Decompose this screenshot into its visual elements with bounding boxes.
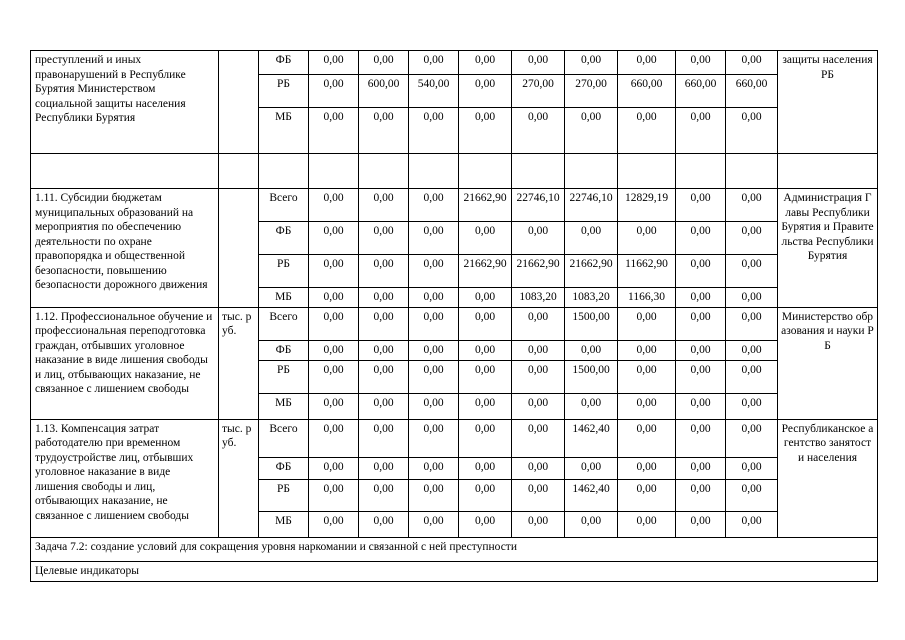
- amount-cell: 21662,90: [512, 255, 565, 288]
- amount-cell: 0,00: [309, 288, 359, 308]
- amount-cell: 0,00: [676, 340, 726, 360]
- empty-cell: [409, 154, 459, 189]
- amount-cell: 0,00: [459, 479, 512, 511]
- amount-cell: 0,00: [459, 108, 512, 154]
- amount-cell: 0,00: [409, 51, 459, 75]
- amount-cell: 0,00: [409, 511, 459, 537]
- amount-cell: 0,00: [309, 108, 359, 154]
- amount-cell: 0,00: [459, 457, 512, 479]
- empty-cell: [778, 154, 878, 189]
- empty-cell: [259, 154, 309, 189]
- amount-cell: 660,00: [726, 75, 778, 108]
- spacer-row: [31, 154, 878, 189]
- amount-cell: 0,00: [726, 108, 778, 154]
- amount-cell: 0,00: [676, 479, 726, 511]
- executor-cell: Министерство образования и науки РБ: [778, 307, 878, 419]
- amount-cell: 600,00: [359, 75, 409, 108]
- empty-cell: [618, 154, 676, 189]
- amount-cell: 0,00: [359, 419, 409, 457]
- amount-cell: 0,00: [676, 393, 726, 419]
- amount-cell: 0,00: [359, 51, 409, 75]
- amount-cell: 0,00: [565, 511, 618, 537]
- funding-source: ФБ: [259, 457, 309, 479]
- empty-cell: [565, 154, 618, 189]
- amount-cell: 0,00: [359, 307, 409, 340]
- table-row: [31, 189, 878, 222]
- amount-cell: 0,00: [676, 288, 726, 308]
- amount-cell: 0,00: [359, 457, 409, 479]
- amount-cell: 0,00: [726, 340, 778, 360]
- amount-cell: 0,00: [565, 222, 618, 255]
- amount-cell: 1462,40: [565, 419, 618, 457]
- amount-cell: 12829,19: [618, 189, 676, 222]
- financing-table-body: [31, 51, 878, 582]
- amount-cell: 0,00: [565, 108, 618, 154]
- amount-cell: 0,00: [459, 75, 512, 108]
- amount-cell: 0,00: [618, 393, 676, 419]
- funding-source: Всего: [259, 419, 309, 457]
- amount-cell: 0,00: [409, 307, 459, 340]
- amount-cell: 0,00: [726, 457, 778, 479]
- amount-cell: 660,00: [676, 75, 726, 108]
- amount-cell: 0,00: [359, 108, 409, 154]
- amount-cell: 0,00: [726, 288, 778, 308]
- amount-cell: 0,00: [726, 360, 778, 393]
- amount-cell: 0,00: [359, 189, 409, 222]
- amount-cell: 0,00: [676, 189, 726, 222]
- amount-cell: 0,00: [309, 75, 359, 108]
- amount-cell: 0,00: [459, 511, 512, 537]
- amount-cell: 0,00: [309, 479, 359, 511]
- amount-cell: 21662,90: [459, 255, 512, 288]
- table-row: [31, 537, 878, 561]
- amount-cell: 0,00: [512, 108, 565, 154]
- amount-cell: 22746,10: [565, 189, 618, 222]
- amount-cell: 0,00: [618, 479, 676, 511]
- amount-cell: 540,00: [409, 75, 459, 108]
- executor-cell: Администрация Главы Республики Бурятия и Правительства Республики Бурятия: [778, 189, 878, 308]
- unit-cell: тыс. руб.: [219, 419, 259, 537]
- amount-cell: 0,00: [409, 360, 459, 393]
- amount-cell: 0,00: [618, 307, 676, 340]
- amount-cell: 0,00: [309, 419, 359, 457]
- amount-cell: 0,00: [409, 288, 459, 308]
- funding-source: МБ: [259, 108, 309, 154]
- amount-cell: 21662,90: [459, 189, 512, 222]
- amount-cell: 0,00: [459, 51, 512, 75]
- table-row: [31, 561, 878, 581]
- amount-cell: 0,00: [726, 255, 778, 288]
- measure-description: преступлений и иных правонарушений в Республике Бурятия Министерством социальной защиты населения Республики Бурятия: [31, 51, 219, 154]
- amount-cell: 0,00: [676, 419, 726, 457]
- table-row: [31, 51, 878, 75]
- amount-cell: 0,00: [726, 189, 778, 222]
- funding-source: ФБ: [259, 222, 309, 255]
- empty-cell: [309, 154, 359, 189]
- amount-cell: 0,00: [512, 511, 565, 537]
- amount-cell: 0,00: [676, 51, 726, 75]
- amount-cell: 0,00: [512, 393, 565, 419]
- amount-cell: 0,00: [618, 51, 676, 75]
- unit-cell: [219, 51, 259, 154]
- amount-cell: 0,00: [512, 307, 565, 340]
- amount-cell: 0,00: [359, 511, 409, 537]
- funding-source: Всего: [259, 189, 309, 222]
- amount-cell: 11662,90: [618, 255, 676, 288]
- amount-cell: 1500,00: [565, 360, 618, 393]
- executor-cell: защиты населения РБ: [778, 51, 878, 154]
- amount-cell: 0,00: [309, 189, 359, 222]
- amount-cell: 0,00: [409, 108, 459, 154]
- measure-description: 1.12. Профессиональное обучение и профессиональная переподготовка граждан, отбывших уголовное наказание в виде лишения свободы и лиц, отбывающих наказание, не связанное с лишением свободы: [31, 307, 219, 419]
- empty-cell: [676, 154, 726, 189]
- amount-cell: 0,00: [309, 393, 359, 419]
- empty-cell: [359, 154, 409, 189]
- amount-cell: 1500,00: [565, 307, 618, 340]
- unit-cell: тыс. руб.: [219, 307, 259, 419]
- amount-cell: 0,00: [726, 511, 778, 537]
- amount-cell: 1462,40: [565, 479, 618, 511]
- amount-cell: 0,00: [512, 340, 565, 360]
- amount-cell: 0,00: [409, 255, 459, 288]
- funding-source: РБ: [259, 255, 309, 288]
- amount-cell: 0,00: [726, 222, 778, 255]
- amount-cell: 0,00: [359, 288, 409, 308]
- amount-cell: 0,00: [309, 511, 359, 537]
- amount-cell: 0,00: [512, 419, 565, 457]
- table-row: [31, 419, 878, 457]
- amount-cell: 0,00: [676, 511, 726, 537]
- funding-source: Всего: [259, 307, 309, 340]
- financing-table: [30, 50, 878, 582]
- amount-cell: 0,00: [676, 108, 726, 154]
- amount-cell: 0,00: [409, 393, 459, 419]
- amount-cell: 0,00: [676, 360, 726, 393]
- amount-cell: 0,00: [409, 222, 459, 255]
- funding-source: ФБ: [259, 51, 309, 75]
- amount-cell: 0,00: [726, 51, 778, 75]
- amount-cell: 0,00: [309, 307, 359, 340]
- amount-cell: 0,00: [512, 51, 565, 75]
- amount-cell: 0,00: [618, 457, 676, 479]
- amount-cell: 0,00: [565, 340, 618, 360]
- amount-cell: 1083,20: [512, 288, 565, 308]
- task-heading: Задача 7.2: создание условий для сокращения уровня наркомании и связанной с ней преступности: [31, 537, 878, 561]
- amount-cell: 0,00: [726, 393, 778, 419]
- amount-cell: 0,00: [409, 340, 459, 360]
- amount-cell: 0,00: [565, 457, 618, 479]
- amount-cell: 0,00: [618, 511, 676, 537]
- amount-cell: 0,00: [618, 340, 676, 360]
- amount-cell: 0,00: [459, 360, 512, 393]
- amount-cell: 0,00: [512, 479, 565, 511]
- amount-cell: 22746,10: [512, 189, 565, 222]
- measure-description: 1.13. Компенсация затрат работодателю при временном трудоустройстве лиц, отбывших уголовное наказание в виде лишения свободы и лиц, отбывающих наказание, не связанное с лишением свободы: [31, 419, 219, 537]
- funding-source: ФБ: [259, 340, 309, 360]
- amount-cell: 0,00: [409, 419, 459, 457]
- amount-cell: 0,00: [618, 222, 676, 255]
- empty-cell: [459, 154, 512, 189]
- amount-cell: 0,00: [459, 307, 512, 340]
- amount-cell: 0,00: [309, 255, 359, 288]
- amount-cell: 0,00: [726, 479, 778, 511]
- amount-cell: 0,00: [459, 340, 512, 360]
- funding-source: РБ: [259, 360, 309, 393]
- executor-cell: Республиканское агентство занятости населения: [778, 419, 878, 537]
- unit-cell: [219, 189, 259, 308]
- amount-cell: 0,00: [676, 222, 726, 255]
- empty-cell: [512, 154, 565, 189]
- amount-cell: 0,00: [359, 360, 409, 393]
- funding-source: РБ: [259, 479, 309, 511]
- indicators-heading: Целевые индикаторы: [31, 561, 878, 581]
- amount-cell: 0,00: [359, 479, 409, 511]
- amount-cell: 0,00: [512, 222, 565, 255]
- funding-source: МБ: [259, 288, 309, 308]
- funding-source: РБ: [259, 75, 309, 108]
- amount-cell: 1083,20: [565, 288, 618, 308]
- funding-source: МБ: [259, 511, 309, 537]
- amount-cell: 0,00: [512, 360, 565, 393]
- amount-cell: 0,00: [459, 419, 512, 457]
- amount-cell: 0,00: [309, 457, 359, 479]
- amount-cell: 0,00: [618, 108, 676, 154]
- amount-cell: 0,00: [565, 393, 618, 419]
- amount-cell: 0,00: [726, 419, 778, 457]
- table-row: [31, 307, 878, 340]
- amount-cell: 21662,90: [565, 255, 618, 288]
- amount-cell: 270,00: [565, 75, 618, 108]
- measure-description: 1.11. Субсидии бюджетам муниципальных образований на мероприятия по обеспечению деятельности по охране правопорядка и общественной безопасности, повышению безопасности дорожного движения: [31, 189, 219, 308]
- amount-cell: 0,00: [409, 189, 459, 222]
- amount-cell: 0,00: [359, 340, 409, 360]
- amount-cell: 0,00: [512, 457, 565, 479]
- amount-cell: 0,00: [359, 393, 409, 419]
- amount-cell: 1166,30: [618, 288, 676, 308]
- empty-cell: [219, 154, 259, 189]
- amount-cell: 0,00: [618, 419, 676, 457]
- amount-cell: 0,00: [309, 51, 359, 75]
- amount-cell: 0,00: [676, 255, 726, 288]
- amount-cell: 0,00: [359, 255, 409, 288]
- amount-cell: 0,00: [676, 457, 726, 479]
- amount-cell: 0,00: [309, 222, 359, 255]
- amount-cell: 0,00: [726, 307, 778, 340]
- amount-cell: 0,00: [409, 457, 459, 479]
- amount-cell: 270,00: [512, 75, 565, 108]
- amount-cell: 0,00: [459, 288, 512, 308]
- empty-cell: [726, 154, 778, 189]
- amount-cell: 0,00: [409, 479, 459, 511]
- amount-cell: 0,00: [676, 307, 726, 340]
- amount-cell: 0,00: [459, 393, 512, 419]
- amount-cell: 0,00: [618, 360, 676, 393]
- amount-cell: 0,00: [309, 360, 359, 393]
- amount-cell: 0,00: [565, 51, 618, 75]
- amount-cell: 0,00: [459, 222, 512, 255]
- amount-cell: 0,00: [359, 222, 409, 255]
- empty-cell: [31, 154, 219, 189]
- funding-source: МБ: [259, 393, 309, 419]
- amount-cell: 660,00: [618, 75, 676, 108]
- amount-cell: 0,00: [309, 340, 359, 360]
